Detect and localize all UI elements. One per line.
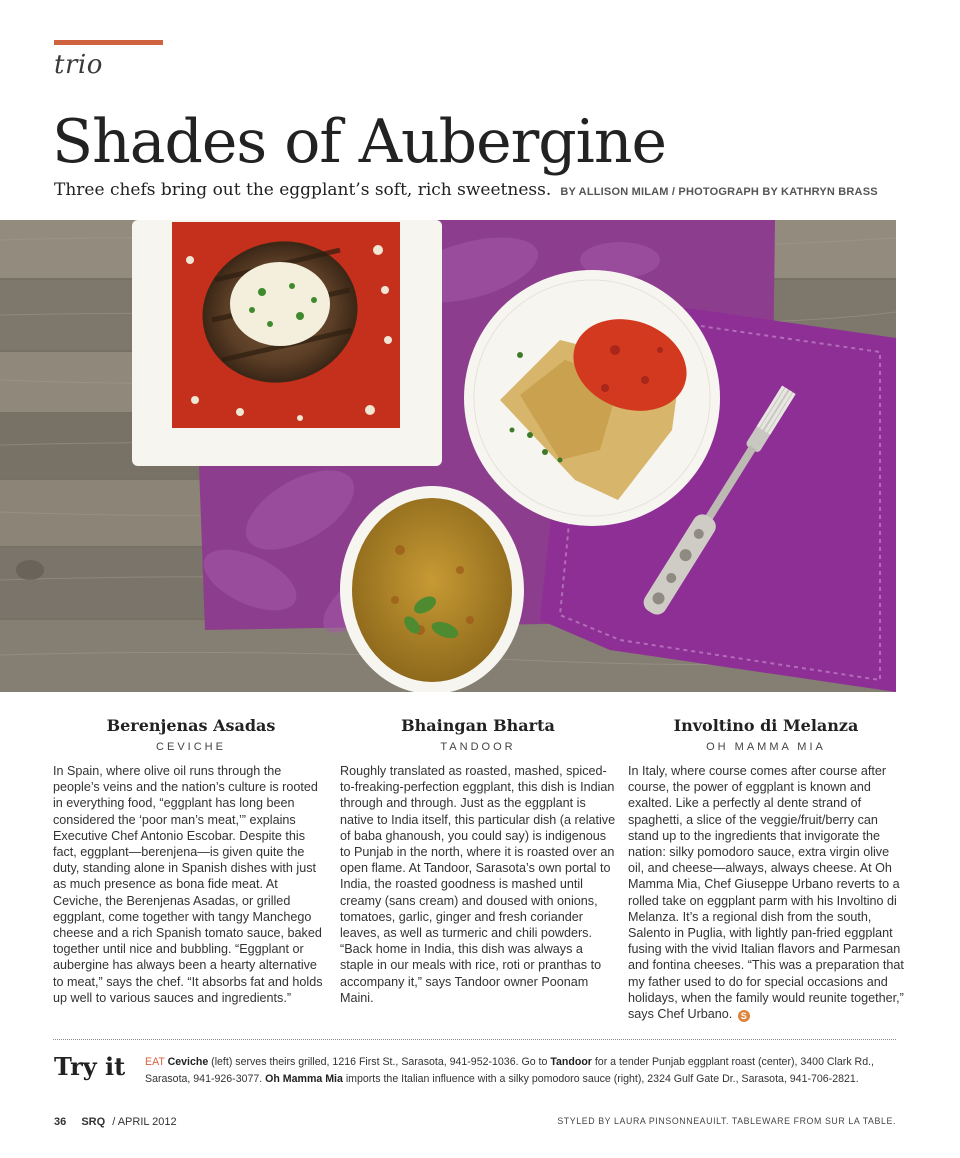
column-body-copy: In Italy, where course comes after course after course, the power of eggplant is known and exalted. Like a perfectly al dente strand of spaghetti, a slice of the veggie/fruit/berry can stand up to the ingredients that invigorate the nation: silky pomodoro sauce, extra virgin olive oil, and cheese—always, always cheese. At Oh Mamma Mia, Chef Giuseppe Urbano reverts to a rolled take on eggplant parm with his Involtino di Melanza. It’s a regional dish from the south, Salento in Puglia, with lightly pan-fried eggplant fusing with the vivid Italian flavors and Parmesan and fontina cheeses. “This was a preparation that my father used to do for special occasions and holidays, when the family would reunite together,” says Chef Urbano. (628, 764, 904, 1022)
magazine-name: SRQ (81, 1116, 106, 1128)
listing-oh-mamma-mia-name: Oh Mamma Mia (265, 1073, 343, 1085)
styling-credits: STYLED BY LAURA PINSONNEAUILT. TABLEWARE FROM SUR LA TABLE. (557, 1116, 896, 1126)
column-berenjenas-asadas (53, 716, 329, 1006)
listing-tandoor-text: for a tender Punjab eggplant roast (center), 3400 Clark Rd., Sarasota, 941-926-3077. (145, 1056, 874, 1085)
page-number: 36 (54, 1116, 67, 1128)
listing-ceviche-name: Ceviche (167, 1056, 209, 1068)
try-it-label: Try it (54, 1052, 126, 1081)
page-folio (54, 1116, 177, 1128)
deck-text: Three chefs bring out the eggplant’s soft, rich sweetness. (54, 180, 552, 200)
column-body-text (628, 763, 904, 1022)
column-involtino-di-melanza (628, 716, 904, 1022)
restaurant-name: TANDOOR (440, 741, 516, 753)
byline: BY ALLISON MILAM / PHOTOGRAPH BY KATHRYN BRASS (560, 186, 878, 198)
restaurant-name: OH MAMMA MIA (706, 741, 826, 753)
listing-ceviche-text: (left) serves theirs grilled, 1216 First St., Sarasota, 941-952-1036. Go to (208, 1056, 551, 1068)
end-mark-icon: S (738, 1010, 750, 1022)
article-headline: Shades of Aubergine (52, 107, 667, 177)
restaurant-name: CEVICHE (156, 741, 226, 753)
dish-title: Berenjenas Asadas (106, 716, 276, 735)
section-divider (53, 1039, 896, 1040)
dish-title: Involtino di Melanza (673, 716, 859, 735)
column-body-text: Roughly translated as roasted, mashed, spiced-to-freaking-perfection eggplant, this dish is Indian through and through. Just as the eggplant is native to India itself, this particular dish (a relative of baba ghanoush, you could say) is indigenous to Punjab in the north, where it is roasted over an open flame. At Tandoor, Sarasota’s own portal to India, the roasted goodness is mashed until creamy (sans cream) and doused with onions, tomatoes, garlic, ginger and fresh coriander leaves, as well as turmeric and chili powders. “Back home in India, this dish was always a staple in our meals with rice, roti or pranthas to accompany it,” says Tandoor owner Poonam Maini. (340, 764, 616, 1005)
column-bhaingan-bharta (340, 716, 616, 1006)
eat-label: EAT (145, 1056, 165, 1068)
dish-title: Bhaingan Bharta (401, 716, 555, 735)
section-label: trio (54, 50, 103, 80)
article-deck (54, 180, 934, 200)
eggplant-dishes-photo (0, 220, 896, 692)
issue-date: / APRIL 2012 (112, 1116, 177, 1128)
listing-oh-mamma-mia-text: imports the Italian influence with a silky pomodoro sauce (right), 2324 Gulf Gate Dr., Sarasota, 941-706-2821. (342, 1073, 859, 1085)
listing-tandoor-name: Tandoor (550, 1056, 592, 1068)
try-it-listings (145, 1054, 897, 1088)
column-body-text: In Spain, where olive oil runs through the people’s veins and the nation’s culture is rooted in everything food, “eggplant has long been considered the ‘poor man’s meat,’” explains Executive Chef Antonio Escobar. Despite this fact, eggplant—berenjena—is given quite the duty, standing alone in Spanish dishes with just as much presence as bona fide meat. At Ceviche, the Berenjenas Asadas, or grilled eggplant, come together with tangy Manchego cheese and a rich Spanish tomato sauce, baked together until nice and bubbling. “Eggplant or aubergine has always been a hearty alternative to meat,” says the chef. “It absorbs fat and holds up well to various sauces and ingredients.” (53, 764, 323, 1005)
section-accent-rule (54, 40, 163, 45)
